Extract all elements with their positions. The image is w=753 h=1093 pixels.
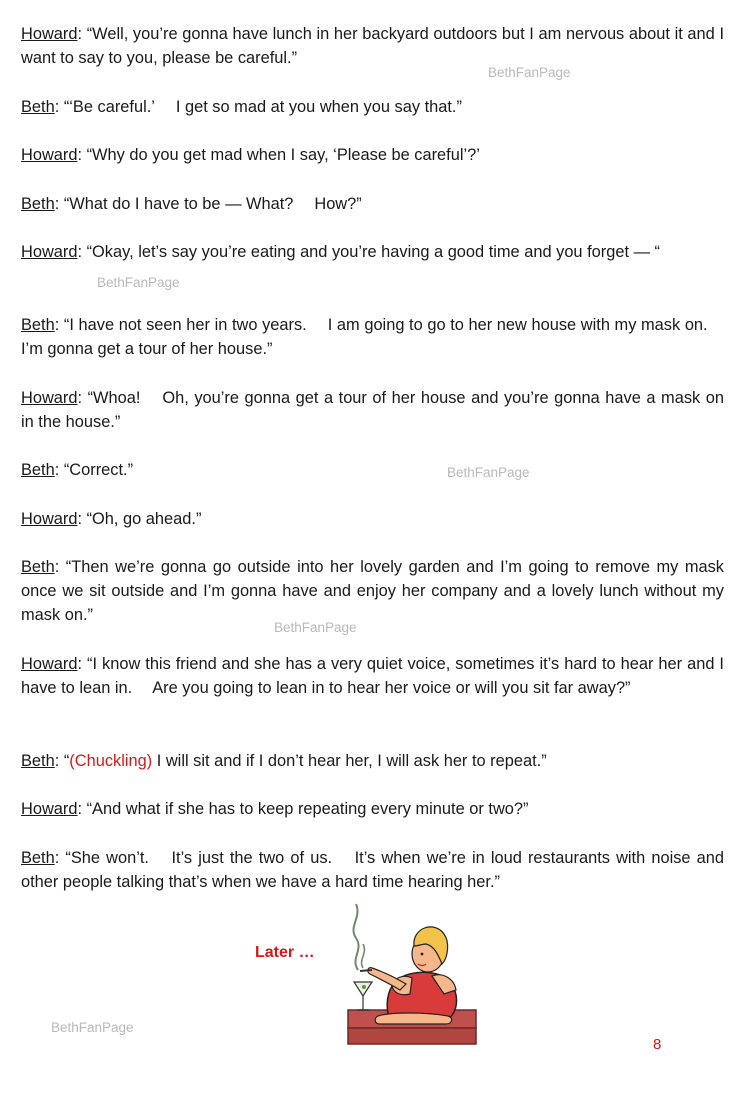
later-label: Later … xyxy=(255,944,315,961)
dialogue-paragraph xyxy=(21,797,724,821)
dialogue-paragraph xyxy=(21,95,724,119)
watermark: BethFanPage xyxy=(488,65,571,80)
speaker-name: Beth xyxy=(21,195,55,213)
dialogue-text: : “And what if she has to keep repeating every minute or two?” xyxy=(77,800,529,818)
dialogue-paragraph xyxy=(21,458,724,482)
dialogue-paragraph xyxy=(21,313,724,361)
dialogue-text: : “She won’t. It’s just the two of us. It’s when we’re in loud restaurants with noise and other people talking that’s when we have a hard time hearing her.” xyxy=(21,849,724,891)
speaker-name: Beth xyxy=(21,98,55,116)
speaker-name: Beth xyxy=(21,558,55,576)
woman-smoking-illustration xyxy=(330,898,480,1053)
dialogue-text: : “Well, you’re gonna have lunch in her backyard outdoors but I am nervous about it and I want to say to you, please be careful.” xyxy=(21,25,724,67)
speaker-name: Beth xyxy=(21,752,55,770)
dialogue-paragraph xyxy=(21,192,724,216)
speaker-name: Beth xyxy=(21,316,55,334)
stage-direction: (Chuckling) xyxy=(69,752,153,770)
dialogue-paragraph xyxy=(21,507,724,531)
speaker-name: Beth xyxy=(21,849,55,867)
dialogue-text: : “ xyxy=(54,752,70,770)
dialogue-paragraph xyxy=(21,240,724,264)
speaker-name: Howard xyxy=(21,800,78,818)
speaker-name: Howard xyxy=(21,146,78,164)
dialogue-paragraph xyxy=(21,846,724,894)
dialogue-text: : “‘Be careful.’ I get so mad at you when you say that.” xyxy=(54,98,462,116)
watermark: BethFanPage xyxy=(274,620,357,635)
dialogue-paragraph xyxy=(21,386,724,434)
dialogue-text: : “Oh, go ahead.” xyxy=(77,510,202,528)
watermark: BethFanPage xyxy=(447,465,530,480)
dialogue-text: : “What do I have to be — What? How?” xyxy=(54,195,362,213)
speaker-name: Howard xyxy=(21,389,78,407)
dialogue-paragraph xyxy=(21,143,724,167)
dialogue-text: : “Why do you get mad when I say, ‘Please be careful’?’ xyxy=(77,146,480,164)
dialogue-text: : “Then we’re gonna go outside into her lovely garden and I’m going to remove my mask once we sit outside and I’m gonna have and enjoy her company and a lovely lunch without my mask on.” xyxy=(21,558,724,624)
speaker-name: Beth xyxy=(21,461,55,479)
speaker-name: Howard xyxy=(21,243,78,261)
dialogue-paragraph xyxy=(21,22,724,70)
watermark: BethFanPage xyxy=(97,275,180,290)
speaker-name: Howard xyxy=(21,510,78,528)
speaker-name: Howard xyxy=(21,25,78,43)
dialogue-text: : “Correct.” xyxy=(54,461,134,479)
dialogue-text: : “I know this friend and she has a very quiet voice, sometimes it’s hard to hear her and I have to lean in. Are you going to lean in to hear her voice or will you sit far away?” xyxy=(21,655,724,697)
watermark: BethFanPage xyxy=(51,1020,134,1035)
dialogue-paragraph xyxy=(21,749,724,773)
dialogue-paragraph xyxy=(21,555,724,627)
dialogue-text: I will sit and if I don’t hear her, I will ask her to repeat.” xyxy=(152,752,547,770)
dialogue-paragraph xyxy=(21,652,724,700)
dialogue-text: : “Whoa! Oh, you’re gonna get a tour of her house and you’re gonna have a mask on in the house.” xyxy=(21,389,724,431)
speaker-name: Howard xyxy=(21,655,78,673)
dialogue-text: : “Okay, let’s say you’re eating and you’re having a good time and you forget — “ xyxy=(77,243,660,261)
dialogue-text: : “I have not seen her in two years. I am going to go to her new house with my mask on. I’m gonna get a tour of her house.” xyxy=(21,316,724,358)
page-number: 8 xyxy=(653,1036,662,1053)
